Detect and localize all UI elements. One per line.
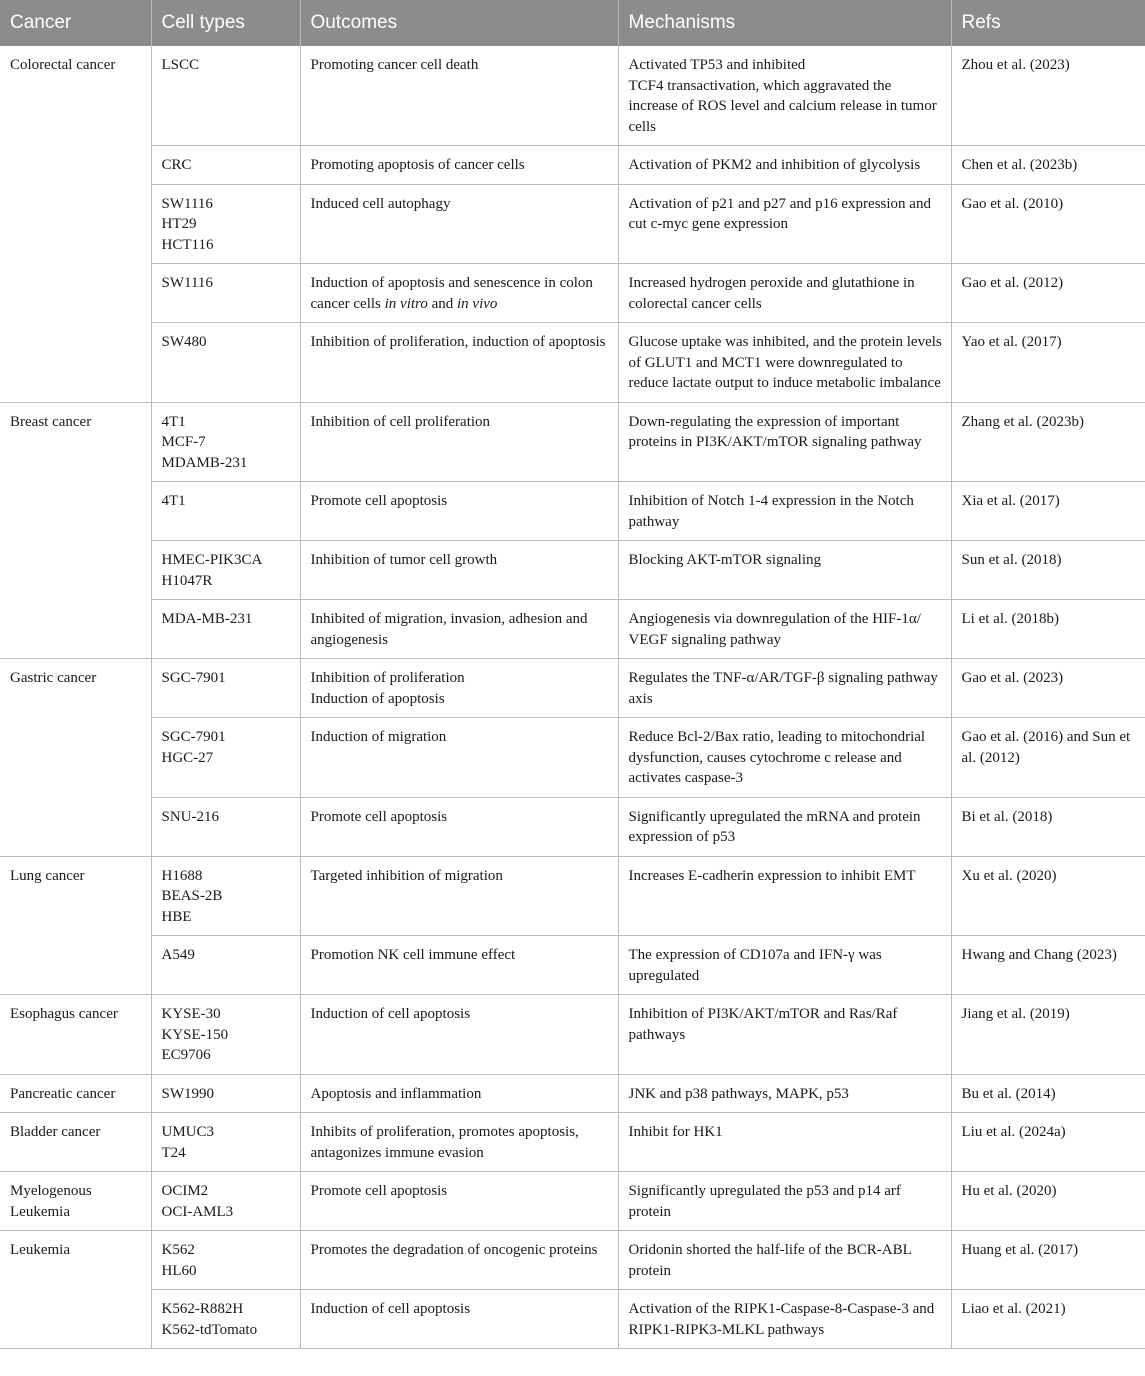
cell-types-cell — [151, 323, 300, 403]
header-cell-types: Cell types — [151, 0, 300, 46]
cancer-type-label: Breast cancer — [10, 413, 92, 430]
outcome-text: Promoting apoptosis of cancer cells — [310, 157, 525, 173]
reference-cell: Liu et al. (2024a) — [951, 1113, 1145, 1172]
mechanism-cell — [618, 323, 951, 403]
outcome-text: Induction of apoptosis and senescence in colon cancer cells — [310, 275, 593, 312]
outcome-cell — [300, 323, 618, 403]
mechanism-cell — [618, 402, 951, 482]
cell-line-name: UMUC3 — [161, 1124, 215, 1140]
cell-types-cell — [151, 1231, 300, 1290]
cell-line-name: T24 — [161, 1144, 186, 1161]
cell-line-name: MDAMB-231 — [161, 454, 248, 471]
table-row — [0, 600, 1145, 659]
cell-line-name: K562 — [161, 1242, 195, 1258]
reference-cell: Li et al. (2018b) — [951, 600, 1145, 659]
cancer-type-cell — [0, 46, 151, 402]
cell-types-cell — [151, 1290, 300, 1349]
cancer-type-label: Esophagus cancer — [10, 1006, 118, 1022]
cancer-type-label: Lung cancer — [10, 867, 85, 884]
cell-line-name: OCIM2 — [161, 1183, 209, 1199]
mechanism-text: Regulates the TNF-α/AR/TGF-β signaling pathway axis — [628, 670, 938, 707]
cell-line-name: SW1116 — [161, 275, 213, 291]
cell-types-cell — [151, 856, 300, 936]
reference-cell: Hwang and Chang (2023) — [951, 936, 1145, 995]
mechanism-text: The expression of CD107a and IFN-γ was upregulated — [628, 947, 882, 984]
table-row — [0, 797, 1145, 856]
reference-cell: Gao et al. (2012) — [951, 264, 1145, 323]
cell-line-name: HCT116 — [161, 236, 214, 253]
table-row — [0, 146, 1145, 185]
mechanism-text: Inhibition of Notch 1-4 expression in the Notch pathway — [628, 493, 914, 530]
outcome-text: Inhibition of cell proliferation — [310, 413, 491, 430]
outcome-cell — [300, 936, 618, 995]
cancer-type-label: Gastric cancer — [10, 670, 97, 686]
reference-cell: Yao et al. (2017) — [951, 323, 1145, 403]
mechanism-cell — [618, 264, 951, 323]
outcome-cell — [300, 659, 618, 718]
cancer-type-label: Pancreatic cancer — [10, 1085, 116, 1102]
mechanism-text: Significantly upregulated the mRNA and protein expression of p53 — [628, 808, 921, 845]
cell-line-name: HBE — [161, 908, 192, 925]
table-row — [0, 1074, 1145, 1113]
reference-cell: Gao et al. (2023) — [951, 659, 1145, 718]
mechanism-cell — [618, 1290, 951, 1349]
reference-cell: Jiang et al. (2019) — [951, 995, 1145, 1075]
cancer-type-cell — [0, 995, 151, 1075]
table-row — [0, 482, 1145, 541]
cell-types-cell — [151, 46, 300, 146]
cell-line-name: A549 — [161, 947, 195, 963]
cell-types-cell — [151, 600, 300, 659]
cancer-type-label: Myelogenous — [10, 1183, 92, 1199]
outcome-text: and — [427, 295, 457, 312]
cell-types-cell — [151, 146, 300, 185]
header-row — [0, 0, 1145, 46]
mechanism-text: Activated TP53 and inhibited — [628, 57, 806, 73]
header-mechanisms: Mechanisms — [618, 0, 951, 46]
cancer-type-cell — [0, 402, 151, 659]
cell-line-name: MCF-7 — [161, 434, 206, 450]
reference-cell: Zhou et al. (2023) — [951, 46, 1145, 146]
cell-line-name: K562-R882H — [161, 1301, 244, 1317]
mechanism-cell — [618, 1074, 951, 1113]
outcome-cell — [300, 184, 618, 264]
reference-cell: Gao et al. (2016) and Sun et al. (2012) — [951, 718, 1145, 798]
table-row — [0, 856, 1145, 936]
outcome-text: Promote cell apoptosis — [310, 1183, 448, 1199]
mechanism-cell — [618, 482, 951, 541]
outcome-cell — [300, 264, 618, 323]
outcome-cell — [300, 482, 618, 541]
mechanism-text: Increased hydrogen peroxide and glutathione in colorectal cancer cells — [628, 275, 915, 312]
cell-types-cell — [151, 184, 300, 264]
cell-line-name: KYSE-150 — [161, 1026, 229, 1043]
mechanism-cell — [618, 600, 951, 659]
outcome-text: Inhibition of proliferation, induction of apoptosis — [310, 334, 606, 350]
outcome-cell — [300, 600, 618, 659]
cancer-type-label: Leukemia — [10, 1203, 70, 1220]
outcome-text: Induction of cell apoptosis — [310, 1006, 471, 1022]
mechanism-text: Blocking AKT-mTOR signaling — [628, 552, 822, 568]
outcome-text: Promote cell apoptosis — [310, 493, 448, 509]
mechanism-cell — [618, 659, 951, 718]
cell-types-cell — [151, 541, 300, 600]
mechanism-text: Glucose uptake was inhibited, and the protein levels of GLUT1 and MCT1 were downregulated to reduce lactate output to induce metabolic imbalance — [628, 334, 942, 391]
reference-cell: Bi et al. (2018) — [951, 797, 1145, 856]
mechanism-text: Reduce Bcl-2/Bax ratio, leading to mitochondrial dysfunction, causes cytochrome c release and activates caspase-3 — [628, 729, 926, 786]
cell-types-cell — [151, 797, 300, 856]
reference-cell: Sun et al. (2018) — [951, 541, 1145, 600]
header-cancer: Cancer — [0, 0, 151, 46]
outcome-cell — [300, 718, 618, 798]
outcome-italic-term: in vivo — [457, 295, 498, 312]
outcome-text: Promotion NK cell immune effect — [310, 947, 516, 963]
table-row — [0, 184, 1145, 264]
cancer-type-cell — [0, 1172, 151, 1231]
mechanism-text: Activation of PKM2 and inhibition of glycolysis — [628, 157, 921, 173]
cancer-type-label: Bladder cancer — [10, 1124, 101, 1140]
outcome-text: Inhibits of proliferation, promotes apoptosis, antagonizes immune evasion — [310, 1124, 579, 1161]
cell-line-name: MDA-MB-231 — [161, 611, 253, 627]
mechanism-cell — [618, 718, 951, 798]
mechanism-cell — [618, 184, 951, 264]
cell-line-name: 4T1 — [161, 493, 186, 509]
cancer-type-cell — [0, 659, 151, 857]
outcome-cell — [300, 146, 618, 185]
outcome-text: Inhibition of tumor cell growth — [310, 552, 498, 568]
cell-line-name: OCI-AML3 — [161, 1203, 234, 1220]
reference-cell: Chen et al. (2023b) — [951, 146, 1145, 185]
reference-cell: Gao et al. (2010) — [951, 184, 1145, 264]
reference-cell: Bu et al. (2014) — [951, 1074, 1145, 1113]
cell-types-cell — [151, 1172, 300, 1231]
cell-types-cell — [151, 718, 300, 798]
mechanism-text: Significantly upregulated the p53 and p14 arf protein — [628, 1183, 901, 1220]
cell-line-name: HL60 — [161, 1262, 197, 1279]
table-row — [0, 718, 1145, 798]
outcome-text: Inhibited of migration, invasion, adhesion and angiogenesis — [310, 611, 588, 648]
outcome-text: Inhibition of proliferation — [310, 670, 465, 686]
outcome-cell — [300, 402, 618, 482]
reference-cell: Xu et al. (2020) — [951, 856, 1145, 936]
cell-line-name: 4T1 — [161, 413, 186, 430]
cell-line-name: HMEC-PIK3CA — [161, 552, 263, 568]
mechanism-text: Angiogenesis via downregulation of the HIF-1α/ — [628, 611, 921, 627]
outcome-text: Promoting cancer cell death — [310, 57, 479, 73]
outcome-cell — [300, 995, 618, 1075]
header-outcomes: Outcomes — [300, 0, 618, 46]
cell-line-name: SW1990 — [161, 1085, 214, 1102]
reference-cell: Huang et al. (2017) — [951, 1231, 1145, 1290]
cell-line-name: LSCC — [161, 57, 200, 73]
reference-cell: Xia et al. (2017) — [951, 482, 1145, 541]
table-row — [0, 1231, 1145, 1290]
mechanism-cell — [618, 995, 951, 1075]
mechanism-text: Oridonin shorted the half-life of the BCR-ABL protein — [628, 1242, 912, 1279]
table-row — [0, 541, 1145, 600]
mechanism-cell — [618, 856, 951, 936]
cell-types-cell — [151, 482, 300, 541]
mechanism-cell — [618, 46, 951, 146]
outcome-italic-term: in vitro — [384, 295, 428, 312]
cell-line-name: HT29 — [161, 216, 197, 232]
table-row — [0, 46, 1145, 146]
cell-types-cell — [151, 995, 300, 1075]
mechanism-cell — [618, 797, 951, 856]
cell-types-cell — [151, 659, 300, 718]
outcome-cell — [300, 856, 618, 936]
cell-line-name: SNU-216 — [161, 808, 220, 825]
outcome-text: Induction of apoptosis — [310, 690, 445, 707]
table-row — [0, 1290, 1145, 1349]
outcome-cell — [300, 1074, 618, 1113]
mechanism-cell — [618, 1231, 951, 1290]
mechanism-cell — [618, 1113, 951, 1172]
cell-types-cell — [151, 264, 300, 323]
mechanism-text: TCF4 transactivation, which aggravated the increase of ROS level and calcium release in tumor cells — [628, 77, 937, 135]
header-refs: Refs — [951, 0, 1145, 46]
cancer-type-cell — [0, 856, 151, 995]
outcome-text: Targeted inhibition of migration — [310, 867, 503, 884]
cell-types-cell — [151, 1113, 300, 1172]
cell-line-name: KYSE-30 — [161, 1006, 221, 1022]
cell-types-cell — [151, 936, 300, 995]
mechanism-cell — [618, 146, 951, 185]
cancer-type-cell — [0, 1113, 151, 1172]
mechanism-cell — [618, 1172, 951, 1231]
outcome-text: Promotes the degradation of oncogenic proteins — [310, 1242, 598, 1258]
mechanism-text: VEGF signaling pathway — [628, 631, 781, 648]
reference-cell: Hu et al. (2020) — [951, 1172, 1145, 1231]
reference-cell: Zhang et al. (2023b) — [951, 402, 1145, 482]
cell-line-name: SGC-7901 — [161, 729, 226, 745]
cell-line-name: H1688 — [161, 867, 203, 884]
cancer-type-label: Leukemia — [10, 1242, 70, 1258]
outcome-text: Promote cell apoptosis — [310, 808, 448, 825]
reference-cell: Liao et al. (2021) — [951, 1290, 1145, 1349]
outcome-cell — [300, 541, 618, 600]
cell-line-name: SW480 — [161, 334, 207, 350]
cell-line-name: H1047R — [161, 572, 213, 589]
mechanism-text: JNK and p38 pathways, MAPK, p53 — [628, 1085, 849, 1102]
cell-line-name: HGC-27 — [161, 749, 214, 766]
outcome-cell — [300, 797, 618, 856]
outcome-cell — [300, 1172, 618, 1231]
table-row — [0, 936, 1145, 995]
mechanism-text: Activation of p21 and p27 and p16 expression and cut c-myc gene expression — [628, 195, 931, 232]
table-row — [0, 323, 1145, 403]
outcome-cell — [300, 1290, 618, 1349]
mechanism-text: Increases E-cadherin expression to inhibit EMT — [628, 867, 916, 884]
cancer-type-cell — [0, 1231, 151, 1349]
cancer-type-cell — [0, 1074, 151, 1113]
cell-types-cell — [151, 1074, 300, 1113]
outcome-cell — [300, 1231, 618, 1290]
cell-line-name: EC9706 — [161, 1047, 211, 1063]
table-row — [0, 995, 1145, 1075]
cell-line-name: K562-tdTomato — [161, 1321, 258, 1338]
cell-line-name: CRC — [161, 157, 192, 173]
outcome-cell — [300, 46, 618, 146]
table-row — [0, 264, 1145, 323]
cell-line-name: BEAS-2B — [161, 888, 223, 904]
outcome-cell — [300, 1113, 618, 1172]
outcome-text: Induced cell autophagy — [310, 195, 451, 212]
mechanism-cell — [618, 936, 951, 995]
mechanism-text: Down-regulating the expression of important proteins in PI3K/AKT/mTOR signaling pathway — [628, 413, 922, 450]
table-row — [0, 402, 1145, 482]
mechanism-text: Activation of the RIPK1-Caspase-8-Caspase-3 and RIPK1-RIPK3-MLKL pathways — [628, 1301, 935, 1338]
table-row — [0, 1113, 1145, 1172]
outcome-text: Induction of cell apoptosis — [310, 1301, 471, 1317]
mechanism-text: Inhibition of PI3K/AKT/mTOR and Ras/Raf pathways — [628, 1006, 898, 1043]
outcome-text: Apoptosis and inflammation — [310, 1085, 482, 1102]
outcome-text: Induction of migration — [310, 729, 447, 745]
cancer-type-label: Colorectal cancer — [10, 57, 116, 73]
table-body — [0, 46, 1145, 1349]
table-row — [0, 659, 1145, 718]
mechanism-text: Inhibit for HK1 — [628, 1124, 723, 1140]
mechanism-cell — [618, 541, 951, 600]
cell-types-cell — [151, 402, 300, 482]
cell-line-name: SW1116 — [161, 195, 213, 212]
table-row — [0, 1172, 1145, 1231]
cell-line-name: SGC-7901 — [161, 670, 226, 686]
